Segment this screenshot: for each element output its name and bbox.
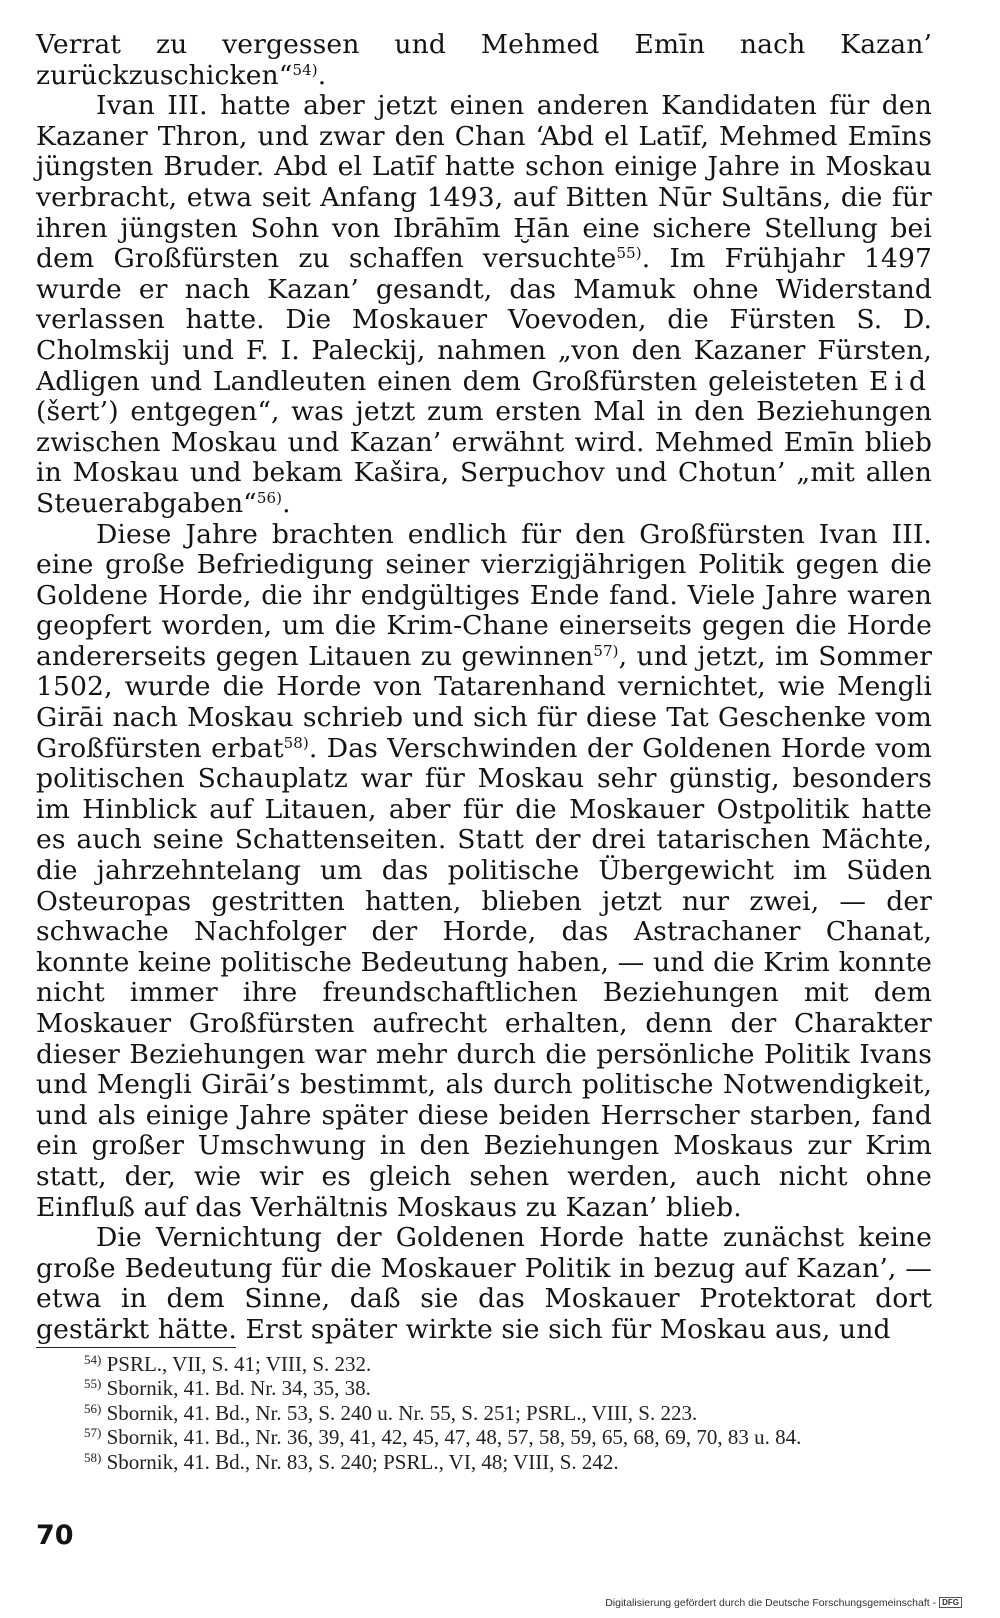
footnote-56: $^{56)}$ Sbornik, 41. Bd., Nr. 53, S. 240 u. Nr. 55, S. 251; PSRL., VIII, S. 223. [84,1400,698,1425]
footnotes [36,1352,932,1474]
footnote-ref-57[interactable]: 57) [593,641,619,660]
paragraph-1: Verrat zu vergessen und Mehmed Emīn nach Kazan’ zurückzuschicken“$^{54)}$. [36,29,932,91]
footnote-54: $^{54)}$ PSRL., VII, S. 41; VIII, S. 232. [84,1352,372,1376]
footnote-55: $^{55)}$ Sbornik, 41. Bd. Nr. 34, 35, 38. [84,1376,371,1401]
footnote-ref-54[interactable]: 54) [292,60,318,79]
digitization-credit: Digitalisierung gefördert durch die Deutsche Forschungsgemeinschaft - DFG [605,1597,962,1609]
footnote-ref-56[interactable]: 56) [256,488,283,507]
main-text [36,30,932,1346]
paragraph-3: Diese Jahre brachten endlich für den Großfürsten Ivan III. eine große Befriedigung seiner vierzigjährigen Politik gegen die Goldene Horde, die ihr endgültiges Ende fand. Viele Jahre waren geopfert worden, um die Krim-Chane einerseits gegen die Horde andererseits gegen Litauen zu gewinnen$^{57)}$, und jetzt, im Sommer 1502, wurde die Horde von Tatarenhand vernichtet, wie Mengli Girāi nach Moskau schrieb und sich für diese Tat Geschenke vom Großfürsten erbat$^{58)}$. Das Verschwinden der Goldenen Horde vom politischen Schauplatz war für Moskau sehr günstig, besonders im Hinblick auf Litauen, aber für die Moskauer Ostpolitik hatte es auch seine Schattenseiten. Statt der drei tatarischen Mächte, die jahrzehntelang um das politische Übergewicht im Süden Osteuropas gestritten hatten, blieben jetzt nur zwei, — der schwache Nachfolger der Horde, das Astrachaner Chanat, konnte keine politische Bedeutung haben, — und die Krim konnte nicht immer ihre freundschaftlichen Beziehungen mit dem Moskauer Großfürsten aufrecht erhalten, denn der Charakter dieser Beziehungen war mehr durch die persönliche Politik Ivans und Mengli Girāi’s bestimmt, als durch politische Notwendigkeit, und als einige Jahre später diese beiden Herrscher starben, fand ein großer Umschwung in den Beziehungen Moskaus zur Krim statt, der, wie wir es gleich sehen werden, auch nicht ohne Einfluß auf das Verhältnis Moskaus zu Kazan’ blieb. [36,518,933,1223]
footnote-divider [36,1347,236,1348]
dfg-logo-icon: DFG [939,1597,962,1608]
footnote-ref-58[interactable]: 58) [283,733,309,752]
footnote-58: $^{58)}$ Sbornik, 41. Bd., Nr. 83, S. 240; PSRL., VI, 48; VIII, S. 242. [84,1449,619,1474]
spaced-word-eid: Eid [869,365,932,397]
page-number: 70 [36,1520,74,1551]
paragraph-2: Ivan III. hatte aber jetzt einen anderen Kandidaten für den Kazaner Thron, und zwar den Chan ‘Abd el Latīf, Mehmed Emīns jüngsten Bruder. Abd el Latīf hatte schon einige Jahre in Moskau verbracht, etwa seit Anfang 1493, auf Bitten Nūr Sultāns, die für ihren jüngsten Sohn von Ibrāhīm Ḫān eine sichere Stellung bei dem Großfürsten zu schaffen versuchte$^{55)}$. Im Frühjahr 1497 wurde er nach Kazan’ gesandt, das Mamuk ohne Widerstand verlassen hatte. Die Moskauer Voevoden, die Fürsten S. D. Cholmskij und F. I. Paleckij, nahmen „von den Kazaner Fürsten, Adligen und Landleuten einen dem Großfürsten geleisteten Eid (šert’) entgegen“, was jetzt zum ersten Mal in den Beziehungen zwischen Moskau und Kazan’ erwähnt wird. Mehmed Emīn blieb in Moskau und bekam Kašira, Serpuchov und Chotun’ „mit allen Steuerabgaben“$^{56)}$. [36,90,932,519]
footnote-57: $^{57)}$ Sbornik, 41. Bd., Nr. 36, 39, 41, 42, 45, 47, 48, 57, 58, 59, 65, 68, 69, 70, 83 u. 84. [84,1425,802,1450]
footnote-ref-55[interactable]: 55) [616,244,642,263]
paragraph-4: Die Vernichtung der Goldenen Horde hatte zunächst keine große Bedeutung für die Moskauer Politik in bezug auf Kazan’, — etwa in dem Sinne, daß sie das Moskauer Protektorat dort gestärkt hätte. Erst später wirkte sie sich für Moskau aus, und [36,1222,932,1345]
